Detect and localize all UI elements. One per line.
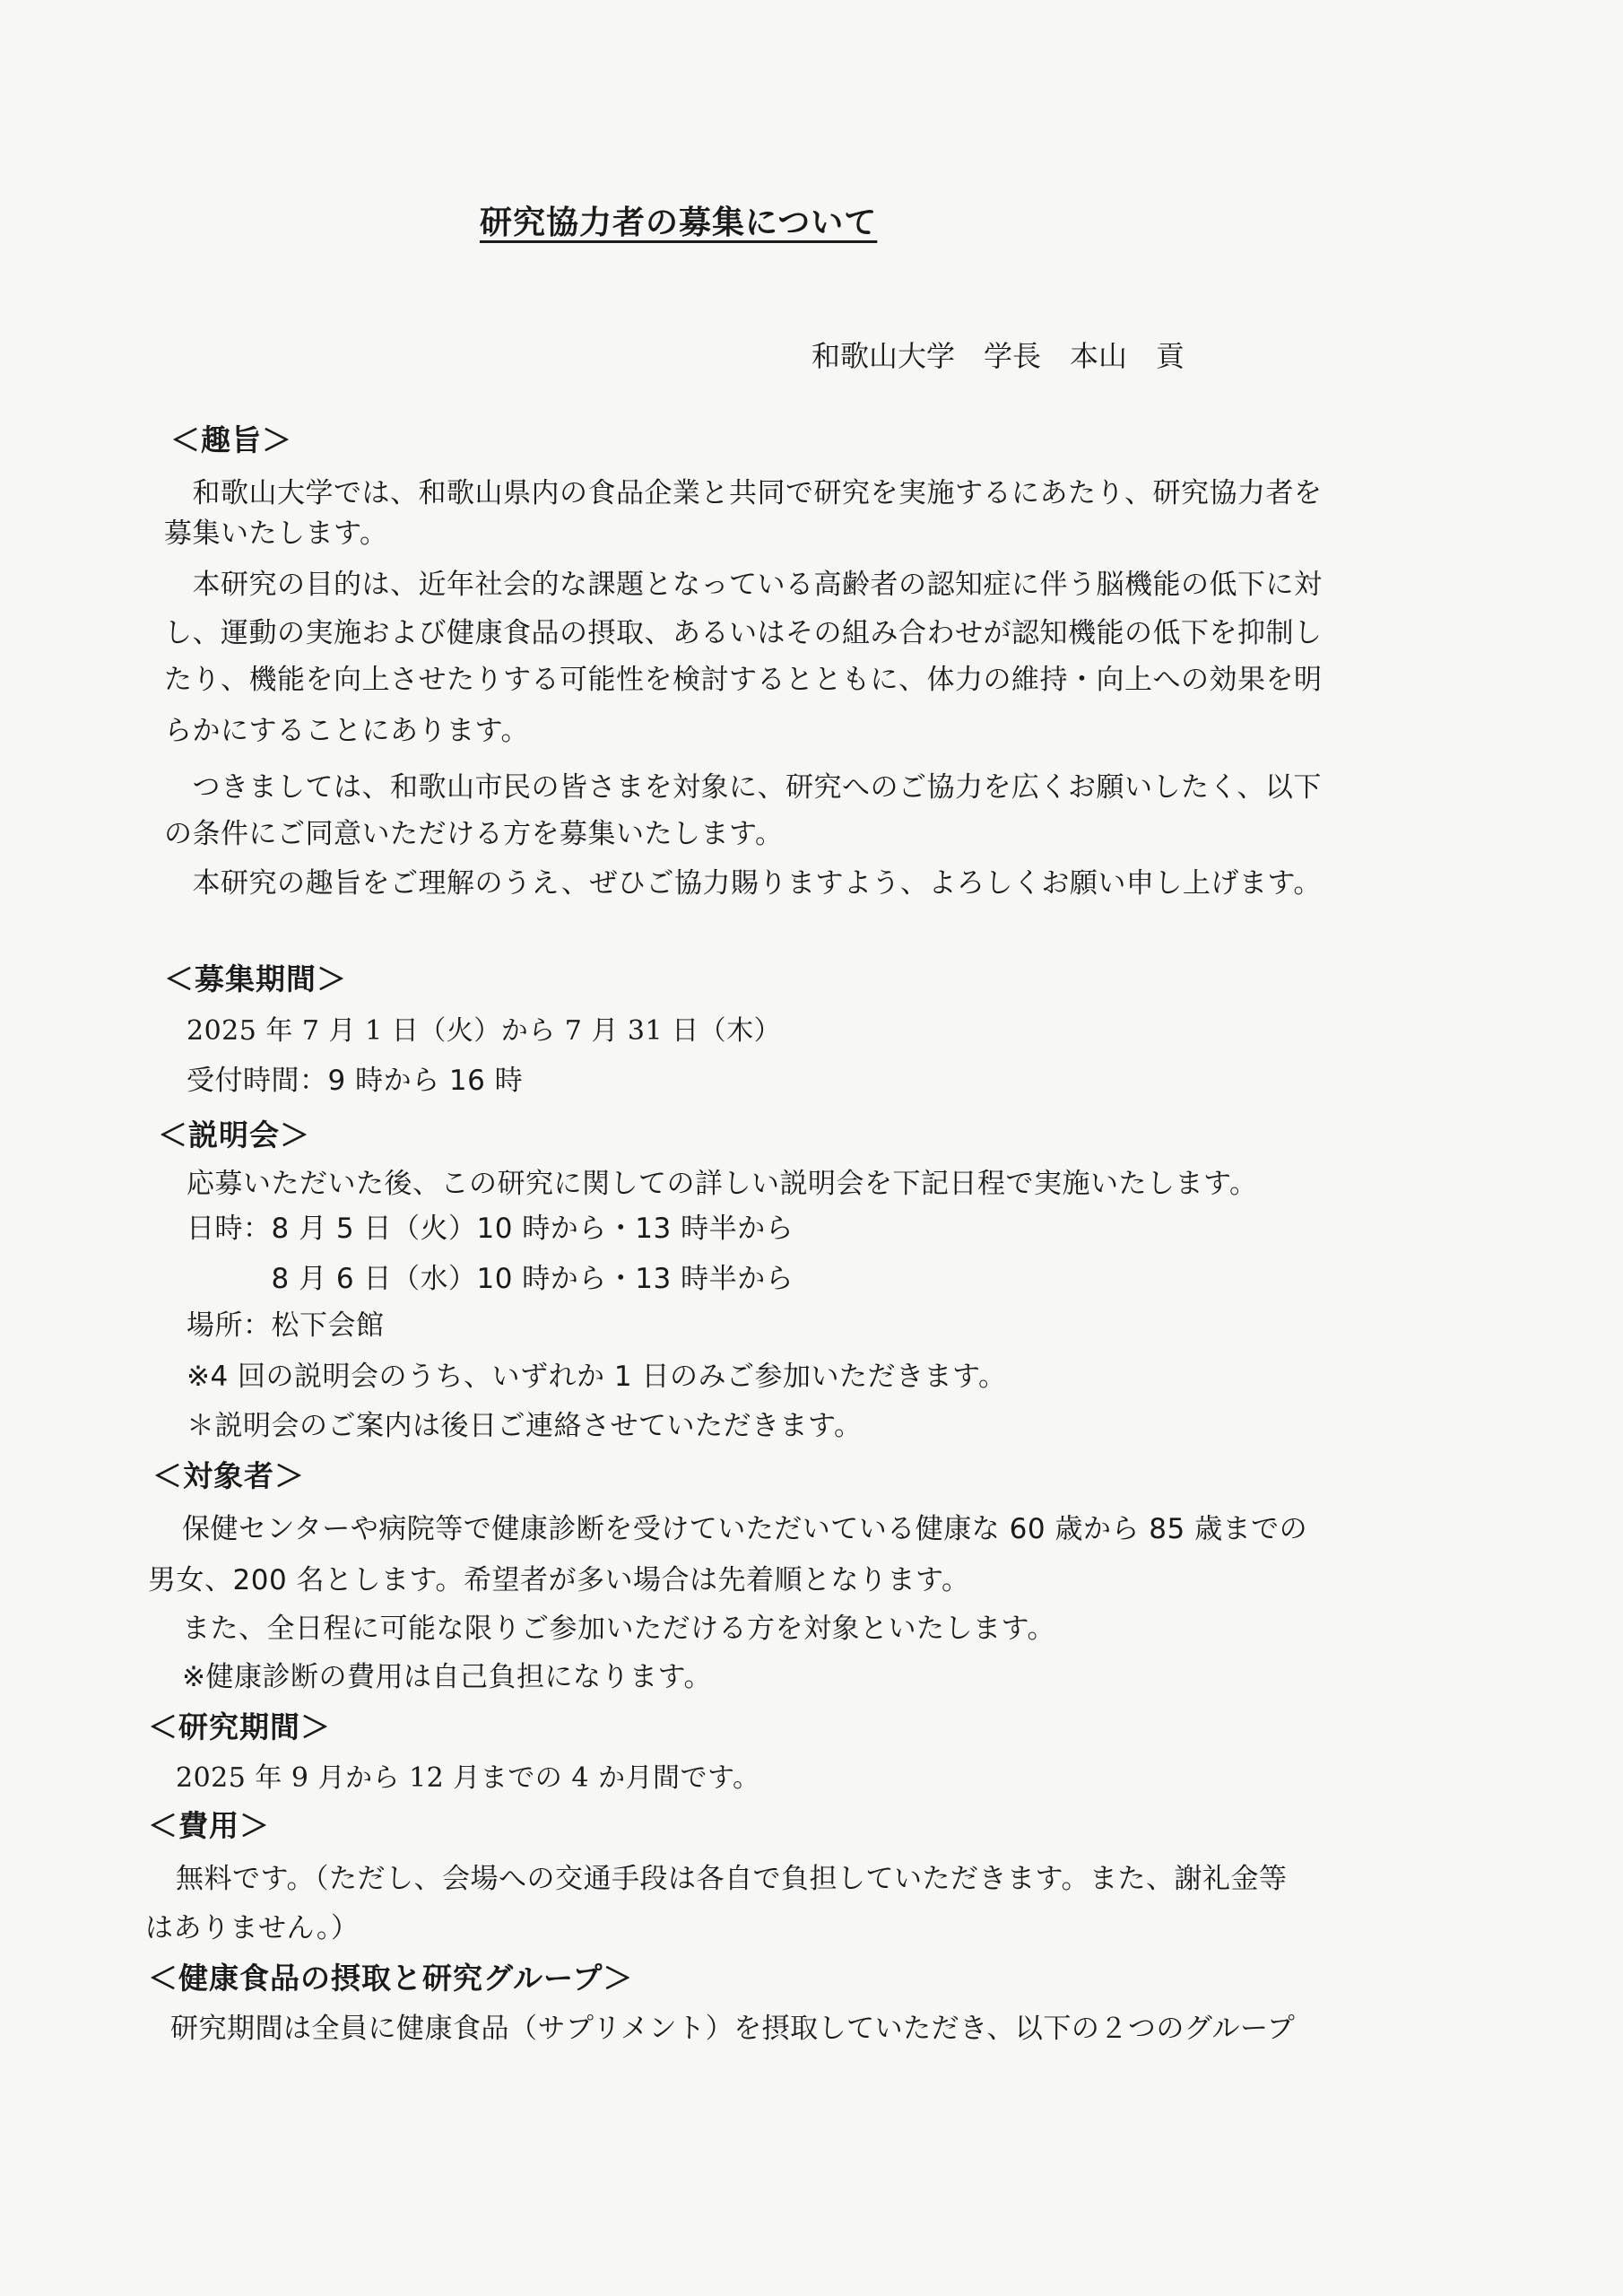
purpose-line: たり、機能を向上させたりする可能性を検討するとともに、体力の維持・向上への効果を明 (164, 664, 1323, 696)
briefing-note: ※4 回の説明会のうち、いずれか 1 日のみご参加いただきます。 (187, 1361, 1007, 1393)
eligibility-line: 男女、200 名とします。希望者が多い場合は先着順となります。 (148, 1564, 970, 1596)
purpose-line: 本研究の目的は、近年社会的な課題となっている高齢者の認知症に伴う脳機能の低下に対 (164, 569, 1323, 601)
heading-health-food-groups: ＜健康食品の摂取と研究グループ＞ (148, 1961, 634, 1996)
cost-line: はありません。） (145, 1912, 360, 1944)
reception-hours: 受付時間：9 時から 16 時 (187, 1065, 524, 1097)
purpose-line: の条件にご同意いただける方を募集いたします。 (164, 818, 784, 850)
briefing-line: 応募いただいた後、この研究に関しての詳しい説明会を下記日程で実施いたします。 (187, 1168, 1258, 1200)
health-food-line: 研究期間は全員に健康食品（サプリメント）を摂取していただき、以下の２つのグループ (170, 2013, 1296, 2045)
show-through-text (296, 175, 321, 211)
recruitment-period-dates: 2025 年 7 月 1 日（火）から 7 月 31 日（木） (187, 1015, 782, 1047)
heading-cost: ＜費用＞ (148, 1808, 270, 1843)
purpose-line: 本研究の趣旨をご理解のうえ、ぜひご協力賜りますよう、よろしくお願い申し上げます。 (164, 867, 1322, 900)
research-period-text: 2025 年 9 月から 12 月までの 4 か月間です。 (176, 1762, 760, 1794)
eligibility-line: また、全日程に可能な限りご参加いただける方を対象といたします。 (182, 1613, 1056, 1645)
heading-purpose: ＜趣旨＞ (170, 422, 292, 457)
eligibility-line: 保健センターや病院等で健康診断を受けていただいている健康な 60 歳から 85 歳までの (182, 1513, 1308, 1545)
heading-eligibility: ＜対象者＞ (152, 1458, 305, 1493)
heading-briefing: ＜説明会＞ (158, 1118, 310, 1152)
briefing-datetime-2: 8 月 6 日（水）10 時から・13 時半から (187, 1263, 794, 1295)
purpose-line: 募集いたします。 (164, 517, 388, 550)
purpose-line: 和歌山大学では、和歌山県内の食品企業と共同で研究を実施するにあたり、研究協力者を (164, 477, 1323, 509)
purpose-line: つきましては、和歌山市民の皆さまを対象に、研究へのご協力を広くお願いしたく、以下 (164, 771, 1322, 804)
briefing-note: ＊説明会のご案内は後日ご連絡させていただきます。 (187, 1410, 863, 1442)
eligibility-line: ※健康診断の費用は自己負担になります。 (182, 1661, 712, 1693)
author-line: 和歌山大学 学長 本山 貢 (812, 339, 1185, 373)
briefing-location: 場所：松下会館 (187, 1309, 385, 1342)
document-title: 研究協力者の募集について (480, 204, 878, 241)
heading-recruitment-period: ＜募集期間＞ (164, 961, 347, 996)
cost-line: 無料です。（ただし、会場への交通手段は各自で負担していただきます。また、謝礼金等 (176, 1863, 1288, 1895)
purpose-line: らかにすることにあります。 (164, 715, 530, 747)
briefing-datetime-1: 日時：8 月 5 日（火）10 時から・13 時半から (187, 1213, 794, 1245)
heading-research-period: ＜研究期間＞ (148, 1709, 331, 1744)
purpose-line: し、運動の実施および健康食品の摂取、あるいはその組み合わせが認知機能の低下を抑制し (164, 617, 1323, 649)
